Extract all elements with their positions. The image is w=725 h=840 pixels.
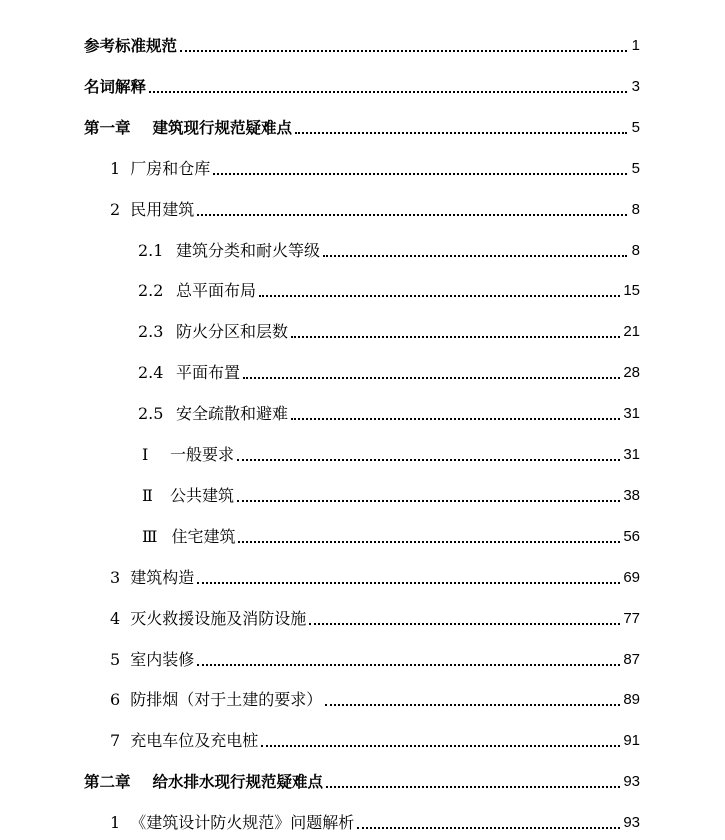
toc-entry-title [138,527,235,547]
toc-entry-text: 建筑现行规范疑难点 [152,119,293,137]
toc-entry-title [110,731,258,751]
toc-entry-number: Ⅱ [142,486,153,505]
toc-entry-text: 参考标准规范 [84,37,178,55]
toc-entry-title [84,36,177,56]
toc-entry[interactable] [110,605,640,629]
toc-page-number: 15 [623,282,640,299]
toc-entry-number: 第二章 [84,773,131,791]
toc-entry-title [138,445,234,465]
toc-entry-text: 防排烟（对于土建的要求） [130,690,323,709]
toc-entry[interactable] [110,727,640,751]
toc-leader-dots [291,336,620,338]
toc-page-number: 87 [623,651,640,668]
toc-entry[interactable] [110,564,640,588]
toc-entry-title [110,200,194,220]
toc-entry-text: 《建筑设计防火规范》问题解析 [130,813,355,832]
toc-entry-text: 厂房和仓库 [130,159,211,178]
toc-entry-text: 安全疏散和避难 [176,404,289,423]
toc-page-number: 93 [623,773,640,790]
toc-leader-dots [309,623,620,625]
toc-leader-dots [243,377,620,379]
toc-entry-number: 3 [110,568,121,587]
toc-entry-title [84,772,323,792]
toc-entry-number: Ⅰ [142,445,149,464]
toc-entry-text: 室内装修 [130,650,195,669]
toc-entry-number: 6 [110,690,121,709]
toc-entry-number: 2.1 [138,241,164,260]
toc-leader-dots [261,745,620,747]
toc-page-number: 93 [623,814,640,831]
toc-entry[interactable] [84,114,640,138]
toc-entry-text: 充电车位及充电桩 [130,731,259,750]
toc-leader-dots [323,255,627,257]
toc-entry[interactable] [138,523,640,547]
toc-entry-title [138,404,288,424]
toc-page-number: 31 [623,446,640,463]
toc-page-number: 8 [631,242,640,259]
toc-page-number: 56 [623,528,640,545]
toc-entry-title [84,77,146,97]
toc-entry-text: 总平面布局 [176,281,257,300]
toc-page-number: 38 [623,487,640,504]
toc-leader-dots [357,827,620,829]
toc-entry-number: 1 [110,813,121,832]
toc-entry-title [110,159,210,179]
toc-page-number: 21 [623,323,640,340]
toc-leader-dots [197,582,620,584]
toc-page-number: 77 [623,610,640,627]
toc-entry-number: 1 [110,159,121,178]
toc-entry-text: 住宅建筑 [171,527,236,546]
toc-entry-number: 2 [110,200,121,219]
toc-page-number: 1 [631,37,640,54]
toc-entry-number: 4 [110,609,121,628]
toc-entry-text: 公共建筑 [170,486,235,505]
toc-leader-dots [213,173,627,175]
toc-entry-number: 7 [110,731,121,750]
toc-entry[interactable] [110,196,640,220]
toc-entry[interactable] [138,237,640,261]
toc-entry-number: 2.4 [138,363,164,382]
toc-entry[interactable] [138,482,640,506]
toc-entry[interactable] [138,359,640,383]
toc-entry-text: 平面布置 [176,363,241,382]
toc-leader-dots [291,418,620,420]
toc-entry-title [84,118,292,138]
toc-entry-number: 2.5 [138,404,164,423]
toc-entry-text: 建筑分类和耐火等级 [176,241,321,260]
toc-entry[interactable] [110,646,640,670]
toc-leader-dots [238,541,620,543]
toc-leader-dots [237,459,620,461]
toc-entry[interactable] [138,318,640,342]
toc-page-number: 89 [623,691,640,708]
toc-leader-dots [180,50,627,52]
toc-entry-title [138,363,240,383]
toc-entry-number: 第一章 [84,119,131,137]
toc-page-number: 69 [623,569,640,586]
toc-entry[interactable] [138,277,640,301]
toc-entry-number: 2.2 [138,281,164,300]
toc-entry-text: 一般要求 [170,445,235,464]
toc-leader-dots [295,132,627,134]
toc-page-number: 5 [631,160,640,177]
toc-entry[interactable] [138,441,640,465]
toc-entry-text: 灭火救援设施及消防设施 [130,609,307,628]
toc-entry-title [138,281,256,301]
toc-entry-text: 民用建筑 [130,200,195,219]
toc-leader-dots [326,786,620,788]
toc-leader-dots [237,500,620,502]
toc-entry-title [138,241,320,261]
toc-entry-text: 建筑构造 [130,568,195,587]
toc-entry-text: 给水排水现行规范疑难点 [152,773,324,791]
toc-entry[interactable] [110,809,640,833]
toc-entry[interactable] [138,400,640,424]
toc-page-number: 31 [623,405,640,422]
toc-entry[interactable] [84,73,640,97]
toc-entry-number: 5 [110,650,121,669]
toc-page-number: 8 [631,201,640,218]
toc-leader-dots [259,295,620,297]
toc-entry-title [110,690,322,710]
toc-leader-dots [325,704,620,706]
toc-entry-title [138,486,234,506]
toc-page-number: 91 [623,732,640,749]
toc-entry[interactable] [110,686,640,710]
toc-entry-title [110,813,354,833]
toc-page-number: 5 [631,119,640,136]
toc-entry-text: 防火分区和层数 [176,322,289,341]
toc-leader-dots [149,91,627,93]
toc-entry-text: 名词解释 [84,78,147,96]
toc-leader-dots [197,214,627,216]
toc-page-number: 3 [631,78,640,95]
toc-entry-number: Ⅲ [142,527,158,546]
toc-entry-number: 2.3 [138,322,164,341]
toc-entry-title [110,609,306,629]
toc-entry[interactable] [110,155,640,179]
toc-leader-dots [197,664,620,666]
toc-entry[interactable] [84,768,640,792]
toc-entry-title [110,650,194,670]
toc-entry-title [110,568,194,588]
toc-entry[interactable] [84,32,640,56]
toc-page-number: 28 [623,364,640,381]
toc-entry-title [138,322,288,342]
